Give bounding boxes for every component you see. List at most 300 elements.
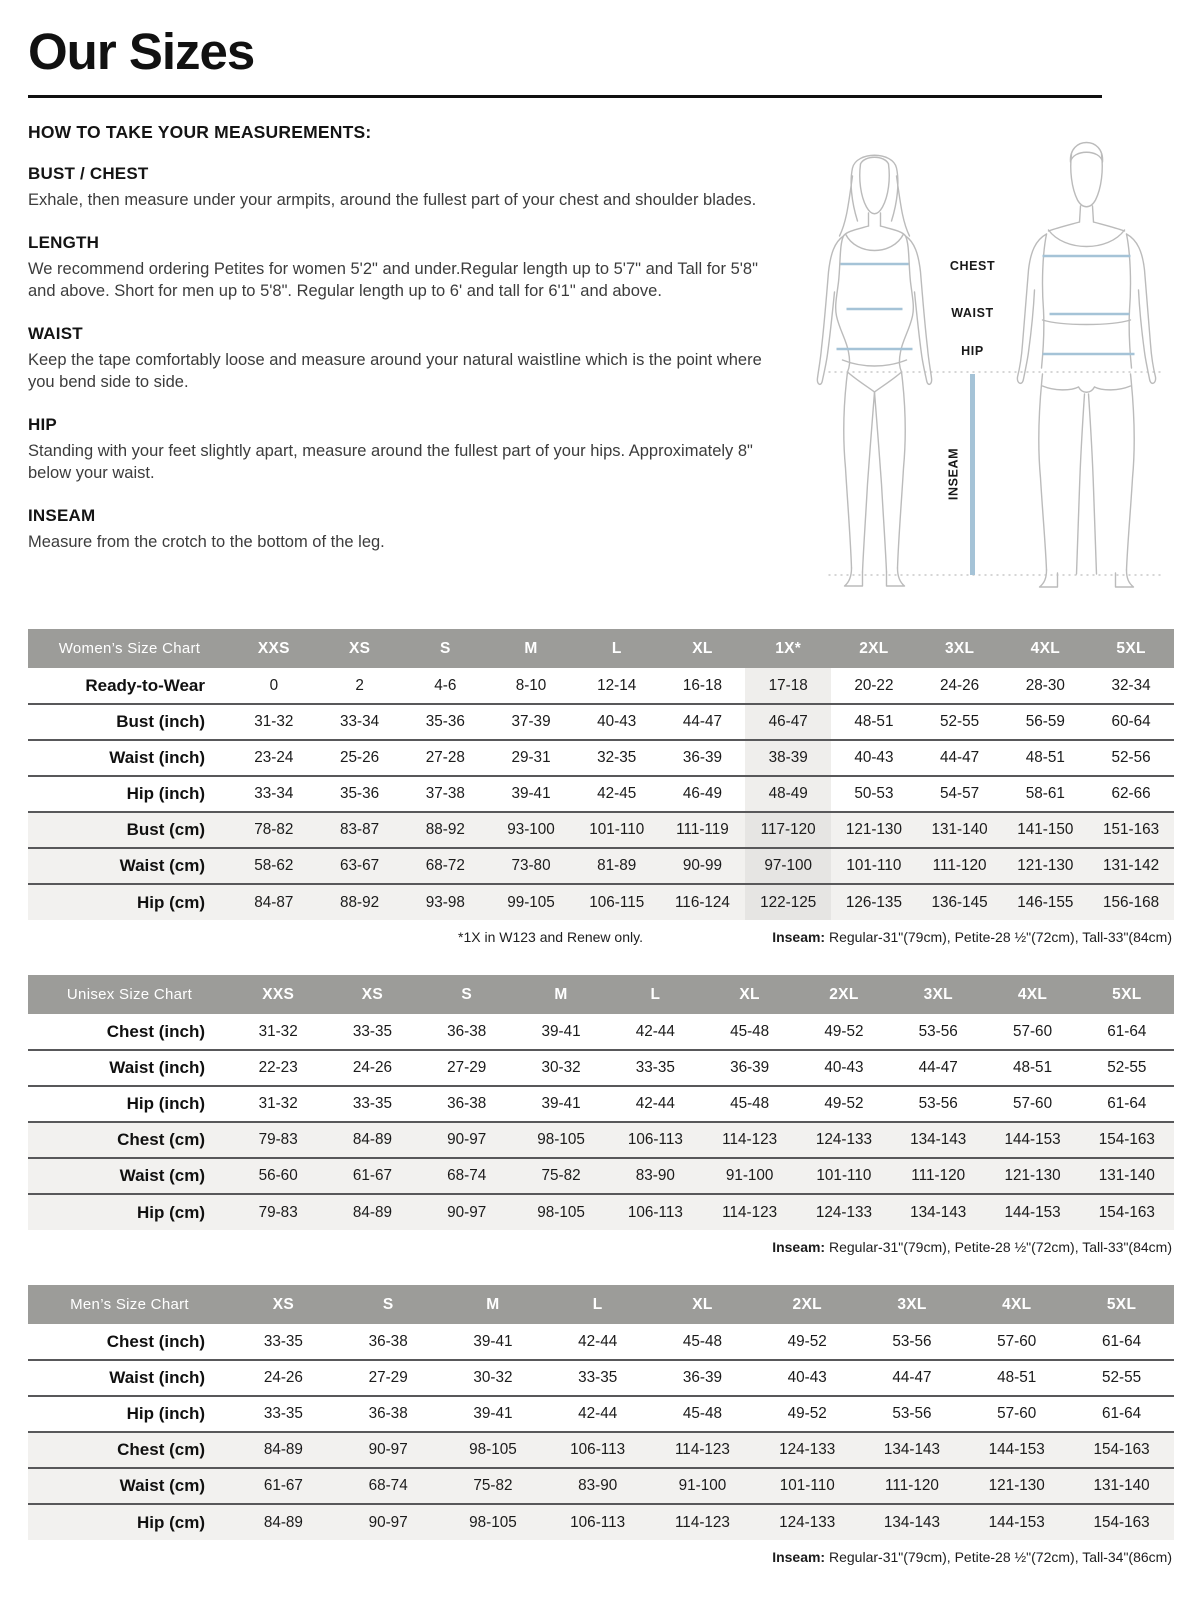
size-cell: 48-51 <box>997 1369 1037 1386</box>
size-cell: 24-26 <box>352 1059 392 1076</box>
size-cell: 39-41 <box>541 1022 581 1040</box>
size-cell: 33-35 <box>352 1022 392 1040</box>
column-header: XS <box>317 629 403 668</box>
size-cell: 93-100 <box>488 812 574 848</box>
size-cell: 83-90 <box>545 1468 650 1504</box>
row-label: Hip (cm) <box>28 1194 231 1230</box>
size-cell: 39-41 <box>511 785 551 802</box>
size-cell: 106-113 <box>608 1122 702 1158</box>
size-cell: 111-120 <box>917 848 1003 884</box>
size-cell: 42-45 <box>597 785 637 802</box>
column-header: XL <box>660 629 746 668</box>
size-cell: 154-163 <box>1080 1122 1174 1158</box>
size-cell: 154-163 <box>1069 1432 1174 1468</box>
size-cell: 151-163 <box>1088 812 1174 848</box>
size-table <box>28 975 1174 1230</box>
size-cell: 91-100 <box>702 1158 796 1194</box>
size-table <box>28 629 1174 920</box>
size-cell: 45-48 <box>730 1022 770 1040</box>
size-cell: 90-97 <box>336 1504 441 1540</box>
table-row <box>28 884 1174 920</box>
size-cell: 88-92 <box>317 884 403 920</box>
column-header: L <box>545 1285 650 1324</box>
title-divider <box>28 95 1102 98</box>
table-notes <box>28 929 1172 945</box>
instruction-section <box>28 324 778 394</box>
row-label: Waist (cm) <box>28 1468 231 1504</box>
table-row <box>28 1158 1174 1194</box>
size-cell: 4-6 <box>434 676 457 694</box>
size-cell: 88-92 <box>402 812 488 848</box>
size-cell: 136-145 <box>917 884 1003 920</box>
size-cell: 111-119 <box>660 812 746 848</box>
size-cell: 27-29 <box>447 1059 487 1076</box>
row-label: Ready-to-Wear <box>85 675 205 695</box>
size-cell: 56-60 <box>231 1158 325 1194</box>
inseam-note-label: Inseam: <box>772 929 826 945</box>
row-label: Hip (inch) <box>126 784 205 803</box>
row-label: Hip (cm) <box>28 1504 231 1540</box>
size-cell: 98-105 <box>514 1194 608 1230</box>
column-header: M <box>441 1285 546 1324</box>
size-cell: 45-48 <box>682 1405 722 1422</box>
size-cell: 101-110 <box>755 1468 860 1504</box>
table-title: Men’s Size Chart <box>28 1285 231 1324</box>
size-cell: 53-56 <box>918 1022 958 1040</box>
size-cell: 111-120 <box>860 1468 965 1504</box>
size-cell: 114-123 <box>702 1122 796 1158</box>
size-cell: 38-39 <box>745 740 831 776</box>
inseam-note-label: Inseam: <box>772 1239 826 1255</box>
size-cell: 60-64 <box>1111 713 1151 730</box>
size-cell: 30-32 <box>473 1369 513 1386</box>
table-row <box>28 776 1174 812</box>
size-cell: 27-28 <box>425 749 465 766</box>
size-cell: 144-153 <box>964 1432 1069 1468</box>
size-cell: 48-49 <box>745 776 831 812</box>
size-cell: 144-153 <box>985 1194 1079 1230</box>
table-row <box>28 704 1174 740</box>
size-cell: 36-39 <box>682 1369 722 1386</box>
column-header: XXS <box>231 629 317 668</box>
size-cell: 141-150 <box>1002 812 1088 848</box>
size-cell: 83-87 <box>317 812 403 848</box>
size-cell: 46-49 <box>682 785 723 802</box>
size-cell: 33-34 <box>254 785 294 802</box>
size-cell: 61-67 <box>231 1468 336 1504</box>
size-cell: 44-47 <box>918 1059 958 1076</box>
size-cell: 101-110 <box>831 848 917 884</box>
size-cell: 68-74 <box>420 1158 514 1194</box>
size-cell: 90-97 <box>336 1432 441 1468</box>
table-row <box>28 1468 1174 1504</box>
row-label: Hip (cm) <box>28 884 231 920</box>
size-cell: 24-26 <box>940 676 980 694</box>
instruction-sections <box>28 164 778 554</box>
size-cell: 126-135 <box>831 884 917 920</box>
column-header: 3XL <box>860 1285 965 1324</box>
size-cell: 42-44 <box>635 1022 675 1040</box>
size-cell: 33-35 <box>352 1095 392 1112</box>
size-cell: 124-133 <box>797 1194 891 1230</box>
size-cell: 32-35 <box>597 749 637 766</box>
size-cell: 84-89 <box>231 1432 336 1468</box>
section-body: Standing with your feet slightly apart, measure around the fullest part of your hips. Approximately 8" below your waist. <box>28 441 753 482</box>
column-header: XL <box>702 975 796 1014</box>
page-title: Our Sizes <box>28 23 255 80</box>
size-cell: 52-55 <box>1107 1059 1147 1076</box>
size-cell: 52-55 <box>940 713 980 730</box>
size-cell: 134-143 <box>891 1194 985 1230</box>
size-cell: 35-36 <box>340 785 380 802</box>
inseam-note: Inseam: Regular-31"(79cm), Petite-28 ½"(72cm), Tall-33"(84cm) <box>772 1239 1172 1255</box>
column-header: XL <box>650 1285 755 1324</box>
size-cell: 36-38 <box>368 1332 408 1350</box>
woman-figure-outline <box>817 155 931 586</box>
column-header: S <box>336 1285 441 1324</box>
section-body: Measure from the crotch to the bottom of the leg. <box>28 532 385 551</box>
table-row <box>28 1324 1174 1360</box>
row-label: Bust (cm) <box>28 812 231 848</box>
size-cell: 53-56 <box>892 1332 932 1350</box>
size-cell: 50-53 <box>854 785 894 802</box>
size-cell: 91-100 <box>650 1468 755 1504</box>
instruction-section <box>28 233 778 303</box>
size-cell: 131-140 <box>917 812 1003 848</box>
size-cell: 16-18 <box>682 676 723 694</box>
size-cell: 45-48 <box>682 1332 722 1350</box>
size-cell: 57-60 <box>1012 1095 1053 1112</box>
section-body: We recommend ordering Petites for women 5'2" and under.Regular length up to 5'7" and Tall for 5'8" and above. Short for men up to 5'8". Regular length up to 6' and tall for 6'1" and above. <box>28 259 758 300</box>
size-cell: 56-59 <box>1025 713 1065 730</box>
size-cell: 106-113 <box>545 1504 650 1540</box>
row-label: Waist (inch) <box>109 748 205 767</box>
size-cell: 0 <box>269 676 279 694</box>
size-cell: 124-133 <box>797 1122 891 1158</box>
size-cell: 40-43 <box>854 749 894 766</box>
size-cell: 40-43 <box>824 1059 864 1076</box>
figure-outlines <box>817 143 1155 588</box>
measurement-diagram <box>784 124 1174 599</box>
table-row <box>28 1014 1174 1050</box>
size-cell: 39-41 <box>541 1095 581 1112</box>
size-cell: 90-97 <box>420 1122 514 1158</box>
size-cell: 48-51 <box>1025 749 1065 766</box>
table-row <box>28 1432 1174 1468</box>
size-cell: 79-83 <box>231 1194 325 1230</box>
instruction-section <box>28 506 778 554</box>
size-cell: 57-60 <box>997 1332 1037 1350</box>
size-cell: 134-143 <box>891 1122 985 1158</box>
instruction-section <box>28 164 778 212</box>
size-cell: 33-34 <box>340 713 380 730</box>
table-row <box>28 1122 1174 1158</box>
size-cell: 62-66 <box>1111 785 1151 802</box>
size-cell: 54-57 <box>940 785 980 802</box>
size-cell: 61-64 <box>1102 1405 1142 1422</box>
column-header: 5XL <box>1088 629 1174 668</box>
size-cell: 48-51 <box>1012 1059 1053 1076</box>
size-cell: 48-51 <box>854 713 894 730</box>
size-cell: 57-60 <box>997 1405 1037 1422</box>
column-header: L <box>608 975 702 1014</box>
size-cell: 42-44 <box>578 1332 618 1350</box>
size-cell: 20-22 <box>854 676 894 694</box>
size-cell: 101-110 <box>797 1158 891 1194</box>
man-figure-outline <box>1017 143 1155 588</box>
size-table-block <box>28 629 1174 945</box>
size-cell: 53-56 <box>918 1095 958 1112</box>
row-label: Chest (cm) <box>28 1432 231 1468</box>
table-row <box>28 1504 1174 1540</box>
table-row <box>28 1050 1174 1086</box>
size-cell: 154-163 <box>1069 1504 1174 1540</box>
column-header: 5XL <box>1080 975 1174 1014</box>
size-cell: 117-120 <box>745 812 831 848</box>
size-cell: 22-23 <box>258 1059 298 1076</box>
size-cell: 84-89 <box>231 1504 336 1540</box>
table-title: Women’s Size Chart <box>28 629 231 668</box>
size-cell: 36-38 <box>447 1095 487 1112</box>
size-cell: 53-56 <box>892 1405 932 1422</box>
size-table-block <box>28 1285 1174 1565</box>
size-cell: 58-61 <box>1025 785 1065 802</box>
size-cell: 97-100 <box>745 848 831 884</box>
asterisk-footnote: *1X in W123 and Renew only. <box>458 929 643 945</box>
size-cell: 124-133 <box>755 1432 860 1468</box>
size-cell: 49-52 <box>787 1332 827 1350</box>
table-row <box>28 1194 1174 1230</box>
instruction-section <box>28 415 778 485</box>
how-to-measure-section <box>28 122 1174 599</box>
size-cell: 61-64 <box>1102 1332 1142 1350</box>
size-cell: 44-47 <box>682 713 723 730</box>
table-title: Unisex Size Chart <box>28 975 231 1014</box>
size-cell: 24-26 <box>263 1369 303 1386</box>
row-label: Hip (inch) <box>126 1094 205 1113</box>
size-cell: 44-47 <box>940 749 980 766</box>
size-cell: 131-140 <box>1069 1468 1174 1504</box>
size-cell: 75-82 <box>514 1158 608 1194</box>
size-cell: 121-130 <box>985 1158 1079 1194</box>
size-cell: 40-43 <box>597 713 637 730</box>
column-header: 3XL <box>891 975 985 1014</box>
size-cell: 23-24 <box>254 749 294 766</box>
row-label: Hip (inch) <box>126 1404 205 1423</box>
size-cell: 12-14 <box>597 676 637 694</box>
size-cell: 49-52 <box>824 1095 864 1112</box>
column-header: 1X* <box>745 629 831 668</box>
table-notes <box>28 1549 1172 1565</box>
size-cell: 44-47 <box>892 1369 932 1386</box>
size-cell: 42-44 <box>578 1405 618 1422</box>
section-body: Exhale, then measure under your armpits, around the fullest part of your chest and shoulder blades. <box>28 191 757 209</box>
size-cell: 31-32 <box>258 1022 298 1040</box>
size-cell: 31-32 <box>258 1095 298 1112</box>
section-title: BUST / CHEST <box>28 164 149 183</box>
inseam-label: INSEAM <box>946 447 961 501</box>
size-cell: 90-97 <box>420 1194 514 1230</box>
size-cell: 36-39 <box>730 1059 770 1076</box>
section-body: Keep the tape comfortably loose and measure around your natural waistline which is the point where you bend side to side. <box>28 350 762 391</box>
size-cell: 27-29 <box>368 1369 408 1386</box>
size-cell: 99-105 <box>488 884 574 920</box>
size-cell: 116-124 <box>660 884 746 920</box>
size-cell: 114-123 <box>702 1194 796 1230</box>
size-cell: 49-52 <box>824 1022 864 1040</box>
size-cell: 28-30 <box>1025 676 1065 694</box>
size-cell: 25-26 <box>340 749 380 766</box>
size-cell: 68-74 <box>336 1468 441 1504</box>
size-cell: 68-72 <box>402 848 488 884</box>
size-cell: 32-34 <box>1111 676 1151 694</box>
size-cell: 8-10 <box>515 676 547 694</box>
inseam-note-label: Inseam: <box>772 1549 826 1565</box>
section-title: LENGTH <box>28 232 100 252</box>
size-cell: 134-143 <box>860 1504 965 1540</box>
size-cell: 73-80 <box>488 848 574 884</box>
column-header: 2XL <box>831 629 917 668</box>
row-label: Chest (inch) <box>106 1331 205 1351</box>
size-cell: 134-143 <box>860 1432 965 1468</box>
column-header: M <box>514 975 608 1014</box>
size-cell: 33-35 <box>578 1369 618 1386</box>
size-cell: 124-133 <box>755 1504 860 1540</box>
size-cell: 114-123 <box>650 1504 755 1540</box>
table-row <box>28 848 1174 884</box>
table-row <box>28 1396 1174 1432</box>
size-cell: 33-35 <box>635 1059 675 1076</box>
size-cell: 106-115 <box>574 884 660 920</box>
size-cell: 42-44 <box>635 1095 675 1112</box>
size-tables <box>28 629 1174 1565</box>
column-header: L <box>574 629 660 668</box>
row-label: Waist (inch) <box>109 1058 205 1077</box>
size-cell: 39-41 <box>473 1332 513 1350</box>
inseam-note: Inseam: Regular-31"(79cm), Petite-28 ½"(72cm), Tall-33"(84cm) <box>772 929 1172 945</box>
table-row <box>28 1086 1174 1122</box>
size-cell: 29-31 <box>511 749 551 766</box>
column-header: 5XL <box>1069 1285 1174 1324</box>
size-cell: 98-105 <box>441 1504 546 1540</box>
column-header: XXS <box>231 975 325 1014</box>
column-header: S <box>420 975 514 1014</box>
section-title: INSEAM <box>28 505 96 525</box>
header-row <box>28 975 1174 1014</box>
size-cell: 31-32 <box>254 713 294 730</box>
size-table-block <box>28 975 1174 1255</box>
section-title: HIP <box>28 414 57 434</box>
size-cell: 131-140 <box>1080 1158 1174 1194</box>
column-header: M <box>488 629 574 668</box>
column-header: 2XL <box>755 1285 860 1324</box>
size-cell: 39-41 <box>473 1405 513 1422</box>
size-cell: 106-113 <box>545 1432 650 1468</box>
size-cell: 106-113 <box>608 1194 702 1230</box>
row-label: Waist (cm) <box>28 1158 231 1194</box>
row-label: Waist (inch) <box>109 1368 205 1387</box>
size-cell: 121-130 <box>964 1468 1069 1504</box>
size-cell: 61-67 <box>325 1158 419 1194</box>
size-cell: 2 <box>355 676 364 694</box>
column-header: 2XL <box>797 975 891 1014</box>
column-header: XS <box>325 975 419 1014</box>
size-cell: 114-123 <box>650 1432 755 1468</box>
size-cell: 36-38 <box>447 1022 487 1040</box>
size-cell: 49-52 <box>787 1405 827 1422</box>
size-cell: 37-39 <box>511 713 551 730</box>
size-cell: 98-105 <box>441 1432 546 1468</box>
column-header: 3XL <box>917 629 1003 668</box>
table-row <box>28 740 1174 776</box>
body-figures-illustration <box>784 124 1174 594</box>
size-cell: 75-82 <box>441 1468 546 1504</box>
size-cell: 78-82 <box>231 812 317 848</box>
table-row <box>28 812 1174 848</box>
size-cell: 93-98 <box>402 884 488 920</box>
column-header: S <box>402 629 488 668</box>
size-cell: 131-142 <box>1088 848 1174 884</box>
column-header: 4XL <box>985 975 1079 1014</box>
size-cell: 121-130 <box>1002 848 1088 884</box>
size-cell: 83-90 <box>608 1158 702 1194</box>
size-cell: 58-62 <box>231 848 317 884</box>
column-header: 4XL <box>1002 629 1088 668</box>
size-cell: 52-55 <box>1102 1369 1142 1386</box>
row-label: Chest (cm) <box>28 1122 231 1158</box>
instructions-heading: HOW TO TAKE YOUR MEASUREMENTS: <box>28 122 372 142</box>
size-cell: 84-89 <box>325 1194 419 1230</box>
size-cell: 121-130 <box>831 812 917 848</box>
waist-label: WAIST <box>951 306 994 320</box>
row-label: Bust (inch) <box>116 712 205 731</box>
size-cell: 35-36 <box>425 713 465 730</box>
header-row <box>28 629 1174 668</box>
section-title: WAIST <box>28 323 83 343</box>
hip-label: HIP <box>961 344 984 358</box>
column-header: 4XL <box>964 1285 1069 1324</box>
size-cell: 36-38 <box>368 1405 408 1422</box>
size-cell: 17-18 <box>745 668 831 704</box>
size-cell: 122-125 <box>745 884 831 920</box>
size-cell: 33-35 <box>263 1405 303 1422</box>
size-cell: 79-83 <box>231 1122 325 1158</box>
row-label: Chest (inch) <box>106 1021 205 1041</box>
size-cell: 33-35 <box>263 1332 303 1350</box>
size-cell: 84-89 <box>325 1122 419 1158</box>
size-cell: 144-153 <box>985 1122 1079 1158</box>
size-cell: 30-32 <box>541 1059 581 1076</box>
chest-label: CHEST <box>949 259 996 273</box>
size-cell: 101-110 <box>574 812 660 848</box>
header-row <box>28 1285 1174 1324</box>
size-table <box>28 1285 1174 1540</box>
table-row <box>28 668 1174 704</box>
size-cell: 61-64 <box>1107 1095 1147 1112</box>
size-cell: 81-89 <box>574 848 660 884</box>
size-cell: 146-155 <box>1002 884 1088 920</box>
table-notes <box>28 1239 1172 1255</box>
size-cell: 40-43 <box>787 1369 827 1386</box>
size-cell: 37-38 <box>425 785 465 802</box>
row-label: Waist (cm) <box>28 848 231 884</box>
size-cell: 111-120 <box>891 1158 985 1194</box>
inseam-note: Inseam: Regular-31"(79cm), Petite-28 ½"(72cm), Tall-34"(86cm) <box>772 1549 1172 1565</box>
size-cell: 156-168 <box>1088 884 1174 920</box>
size-cell: 36-39 <box>682 749 723 766</box>
size-cell: 61-64 <box>1107 1022 1147 1040</box>
measurement-instructions <box>28 122 778 554</box>
